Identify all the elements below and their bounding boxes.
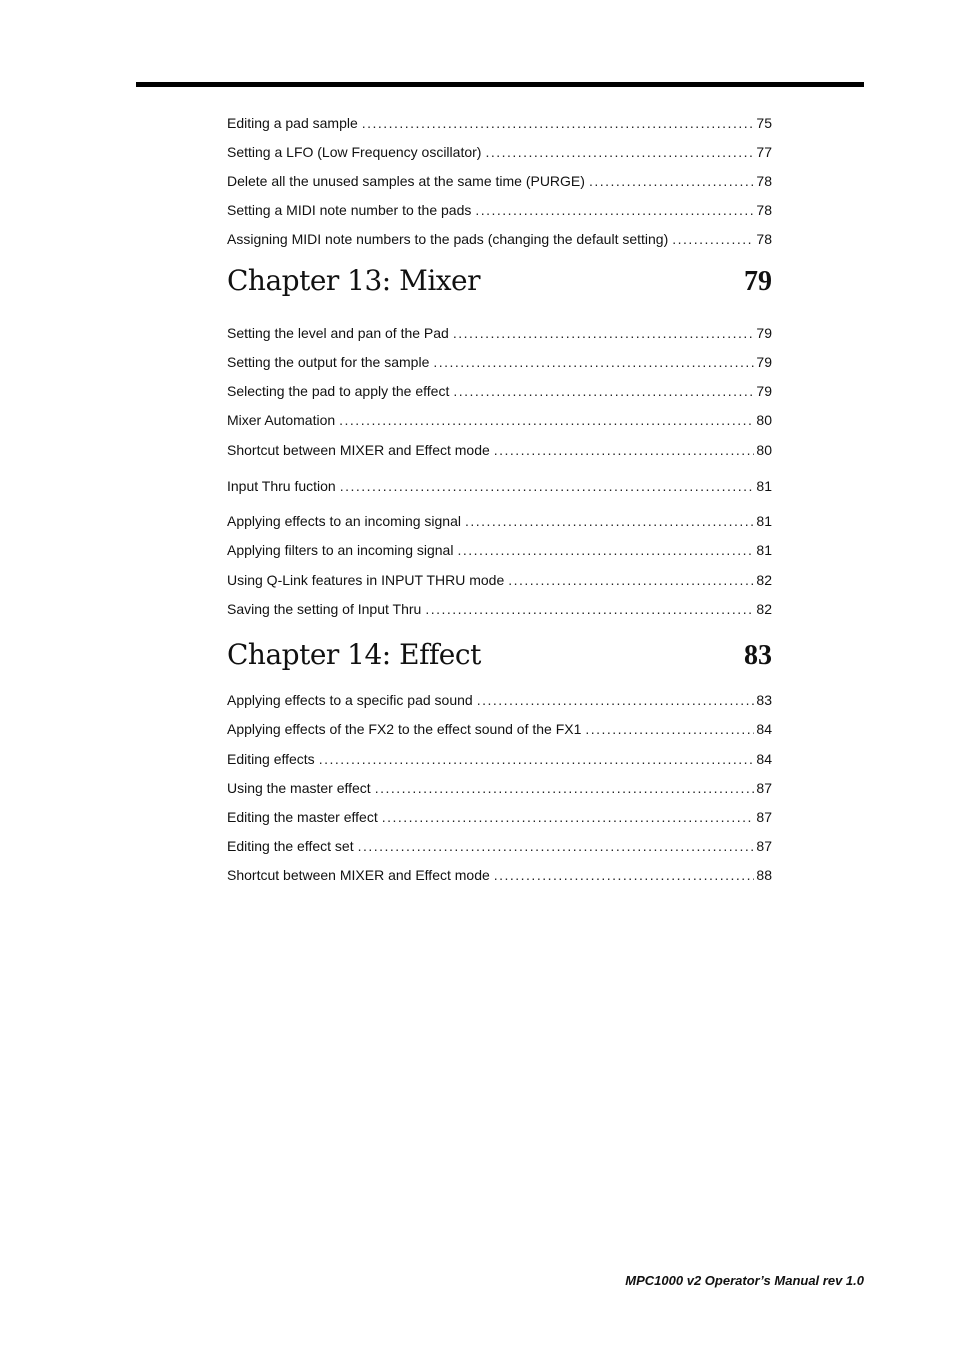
chapter-heading[interactable]: [227, 638, 772, 672]
toc-entry-title: Shortcut between MIXER and Effect mode: [227, 442, 490, 458]
header-rule: [136, 82, 864, 87]
toc-entry-page: 84: [756, 721, 772, 737]
toc-entry-page: 75: [756, 115, 772, 131]
dot-leader: [508, 571, 754, 589]
toc-entry[interactable]: [227, 569, 772, 589]
toc-entry[interactable]: [227, 835, 772, 855]
chapter-heading[interactable]: [227, 264, 772, 298]
toc-entry[interactable]: [227, 748, 772, 768]
dot-leader: [453, 382, 754, 400]
toc-entry-page: 81: [756, 478, 772, 494]
toc-entry-page: 79: [756, 383, 772, 399]
toc-entry-page: 77: [756, 144, 772, 160]
toc-entry-page: 82: [756, 572, 772, 588]
toc-entry-title: Mixer Automation: [227, 412, 336, 428]
toc-entry-page: 87: [756, 809, 772, 825]
toc-entry-title: Input Thru fuction: [227, 478, 336, 494]
toc-entry-title: Selecting the pad to apply the effect: [227, 383, 450, 399]
toc-entry[interactable]: [227, 864, 772, 884]
toc-entry-page: 87: [756, 838, 772, 854]
dot-leader: [589, 172, 754, 190]
chapter-title: Chapter 13: Mixer: [227, 264, 481, 297]
toc-entry[interactable]: [227, 475, 772, 495]
toc-entry-page: 78: [756, 173, 772, 189]
toc-entry[interactable]: [227, 141, 772, 161]
dot-leader: [340, 477, 755, 495]
toc-entry-page: 88: [756, 867, 772, 883]
toc-entry-page: 79: [756, 354, 772, 370]
toc-entry-title: Saving the setting of Input Thru: [227, 601, 422, 617]
dot-leader: [585, 720, 754, 738]
dot-leader: [672, 230, 754, 248]
dot-leader: [375, 779, 755, 797]
toc-entry[interactable]: [227, 199, 772, 219]
toc-entry[interactable]: [227, 689, 772, 709]
toc-entry-page: 78: [756, 202, 772, 218]
toc-entry[interactable]: [227, 351, 772, 371]
chapter-page: 83: [744, 640, 772, 671]
toc-entry[interactable]: [227, 510, 772, 530]
toc-entry-title: Applying filters to an incoming signal: [227, 542, 454, 558]
dot-leader: [485, 143, 754, 161]
toc-entry[interactable]: [227, 170, 772, 190]
toc-entry-page: 82: [756, 601, 772, 617]
footer-manual-title: MPC1000 v2 Operator’s Manual rev 1.0: [625, 1273, 864, 1288]
dot-leader: [425, 600, 754, 618]
toc-entry-title: Setting the level and pan of the Pad: [227, 325, 449, 341]
dot-leader: [358, 837, 755, 855]
toc-entry-title: Applying effects of the FX2 to the effect sound of the FX1: [227, 721, 582, 737]
toc-entry-title: Assigning MIDI note numbers to the pads (changing the default setting): [227, 231, 669, 247]
dot-leader: [477, 691, 755, 709]
toc-entry[interactable]: [227, 718, 772, 738]
chapter-page: 79: [744, 266, 772, 297]
toc-entry-page: 83: [756, 692, 772, 708]
toc-entry[interactable]: [227, 598, 772, 618]
toc-entry-page: 81: [756, 513, 772, 529]
toc-entry-title: Editing effects: [227, 751, 315, 767]
toc-entry-title: Applying effects to an incoming signal: [227, 513, 461, 529]
dot-leader: [382, 808, 755, 826]
dot-leader: [433, 353, 754, 371]
dot-leader: [494, 441, 755, 459]
dot-leader: [494, 866, 755, 884]
toc-entry-title: Applying effects to a specific pad sound: [227, 692, 473, 708]
toc-entry-title: Editing the effect set: [227, 838, 354, 854]
toc-entry-page: 78: [756, 231, 772, 247]
dot-leader: [339, 411, 754, 429]
dot-leader: [319, 750, 755, 768]
toc-entry-title: Editing the master effect: [227, 809, 378, 825]
toc-entry-title: Editing a pad sample: [227, 115, 358, 131]
toc-entry-page: 87: [756, 780, 772, 796]
toc-entry[interactable]: [227, 539, 772, 559]
toc-entry-title: Delete all the unused samples at the same time (PURGE): [227, 173, 585, 189]
toc-entry-page: 80: [756, 412, 772, 428]
toc-entry[interactable]: [227, 777, 772, 797]
toc-entry[interactable]: [227, 112, 772, 132]
toc-entry-page: 84: [756, 751, 772, 767]
toc-entry-page: 79: [756, 325, 772, 341]
dot-leader: [362, 114, 755, 132]
dot-leader: [453, 324, 755, 342]
toc-entry[interactable]: [227, 439, 772, 459]
chapter-title: Chapter 14: Effect: [227, 638, 481, 671]
dot-leader: [475, 201, 754, 219]
toc-entry[interactable]: [227, 322, 772, 342]
toc-entry-title: Setting a LFO (Low Frequency oscillator): [227, 144, 482, 160]
toc-entry[interactable]: [227, 380, 772, 400]
toc-entry[interactable]: [227, 806, 772, 826]
toc-entry-title: Setting a MIDI note number to the pads: [227, 202, 472, 218]
toc-entry-title: Using Q-Link features in INPUT THRU mode: [227, 572, 505, 588]
dot-leader: [465, 512, 754, 530]
toc-entry-page: 81: [756, 542, 772, 558]
toc-entry-page: 80: [756, 442, 772, 458]
toc-entry-title: Using the master effect: [227, 780, 371, 796]
toc-entry-title: Setting the output for the sample: [227, 354, 430, 370]
toc-entry-title: Shortcut between MIXER and Effect mode: [227, 867, 490, 883]
toc-entry[interactable]: [227, 228, 772, 248]
dot-leader: [457, 541, 754, 559]
toc-entry[interactable]: [227, 409, 772, 429]
